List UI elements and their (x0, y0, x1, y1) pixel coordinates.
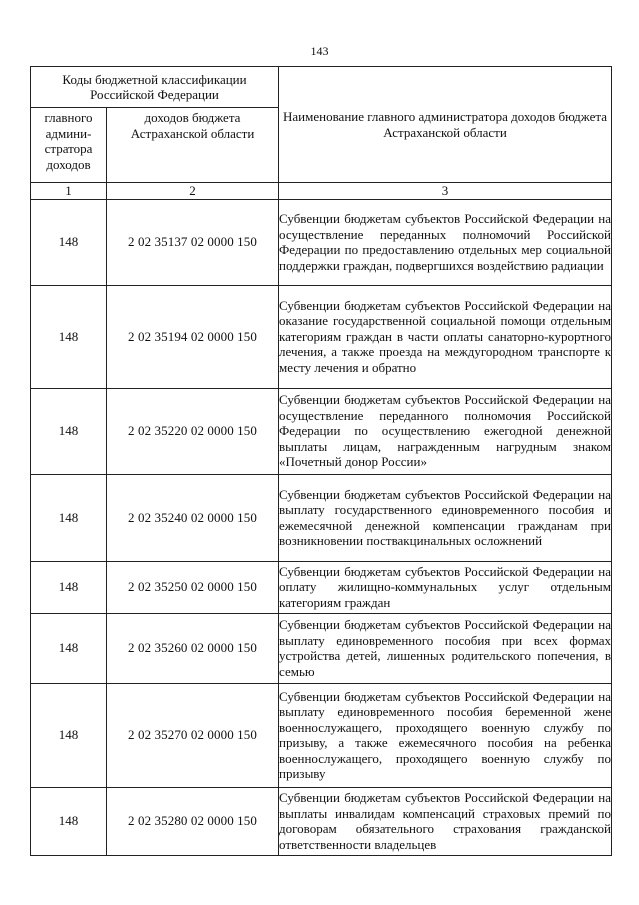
admin-code-cell: 148 (31, 388, 107, 474)
revenue-code-cell: 2 02 35240 02 0000 150 (107, 474, 279, 561)
table-row (31, 683, 612, 787)
admin-code-cell: 148 (31, 787, 107, 855)
table-row (31, 285, 612, 388)
admin-code-cell: 148 (31, 561, 107, 613)
column-number-row (31, 183, 612, 200)
revenue-code-cell: 2 02 35137 02 0000 150 (107, 199, 279, 285)
revenue-code-cell: 2 02 35194 02 0000 150 (107, 285, 279, 388)
revenue-name-cell: Субвенции бюджетам субъектов Российской Федерации на выплату государственного единовременного пособия и ежемесячной денежной компенсации гражданам при возникновении поствакцинальных осложнений (279, 474, 612, 561)
admin-code-cell: 148 (31, 474, 107, 561)
revenue-name-cell: Субвенции бюджетам субъектов Российской Федерации на оплату жилищно-коммунальных услуг отдельным категориям граждан (279, 561, 612, 613)
revenue-name-cell: Субвенции бюджетам субъектов Российской Федерации на осуществление переданных полномочий Российской Федерации по предоставлению отдельных мер социальной поддержки граждан, подвергшихся воздействию радиации (279, 199, 612, 285)
header-administrator-name: Наименование главного администратора доходов бюджета Астраханской области (279, 67, 612, 183)
table-header-row (31, 67, 612, 108)
revenue-name-cell: Субвенции бюджетам субъектов Российской Федерации на выплаты инвалидам компенсаций страховых премий по договорам обязательного страхования гражданской ответственности владельцев (279, 787, 612, 855)
table-row (31, 199, 612, 285)
revenue-code-cell: 2 02 35250 02 0000 150 (107, 561, 279, 613)
admin-code-cell: 148 (31, 613, 107, 683)
admin-code-cell: 148 (31, 683, 107, 787)
revenue-code-cell: 2 02 35270 02 0000 150 (107, 683, 279, 787)
revenue-name-cell: Субвенции бюджетам субъектов Российской Федерации на выплату единовременного пособия при всех формах устройства детей, лишенных родительского попечения, в семью (279, 613, 612, 683)
table-row (31, 561, 612, 613)
revenue-name-cell: Субвенции бюджетам субъектов Российской Федерации на выплату единовременного пособия беременной жене военнослужащего, проходящего военную службу по призыву, а также ежемесячного пособия на ребенка военнослужащего, проходящего военную службу по призыву (279, 683, 612, 787)
budget-classification-table (30, 66, 612, 856)
admin-code-cell: 148 (31, 285, 107, 388)
header-budget-codes-group: Коды бюджетной классификации Российской Федерации (31, 67, 279, 108)
revenue-code-cell: 2 02 35280 02 0000 150 (107, 787, 279, 855)
table-row (31, 787, 612, 855)
revenue-code-cell: 2 02 35260 02 0000 150 (107, 613, 279, 683)
header-main-administrator-code: главного админи-стратора доходов (31, 108, 107, 183)
admin-code-cell: 148 (31, 199, 107, 285)
table-row (31, 474, 612, 561)
revenue-name-cell: Субвенции бюджетам субъектов Российской Федерации на осуществление переданного полномочия Российской Федерации по осуществлению ежегодной денежной выплаты лицам, награжденным нагрудным знаком «Почетный донор России» (279, 388, 612, 474)
table-row (31, 388, 612, 474)
revenue-name-cell: Субвенции бюджетам субъектов Российской Федерации на оказание государственной социальной помощи отдельным категориям граждан в части оплаты санаторно-курортного лечения, а также проезда на междугородном транспорте к месту лечения и обратно (279, 285, 612, 388)
column-number-1: 1 (31, 183, 107, 200)
page-number: 143 (310, 44, 329, 58)
revenue-code-cell: 2 02 35220 02 0000 150 (107, 388, 279, 474)
column-number-3: 3 (279, 183, 612, 200)
column-number-2: 2 (107, 183, 279, 200)
header-revenue-code: доходов бюджета Астраханской области (107, 108, 279, 183)
table-row (31, 613, 612, 683)
